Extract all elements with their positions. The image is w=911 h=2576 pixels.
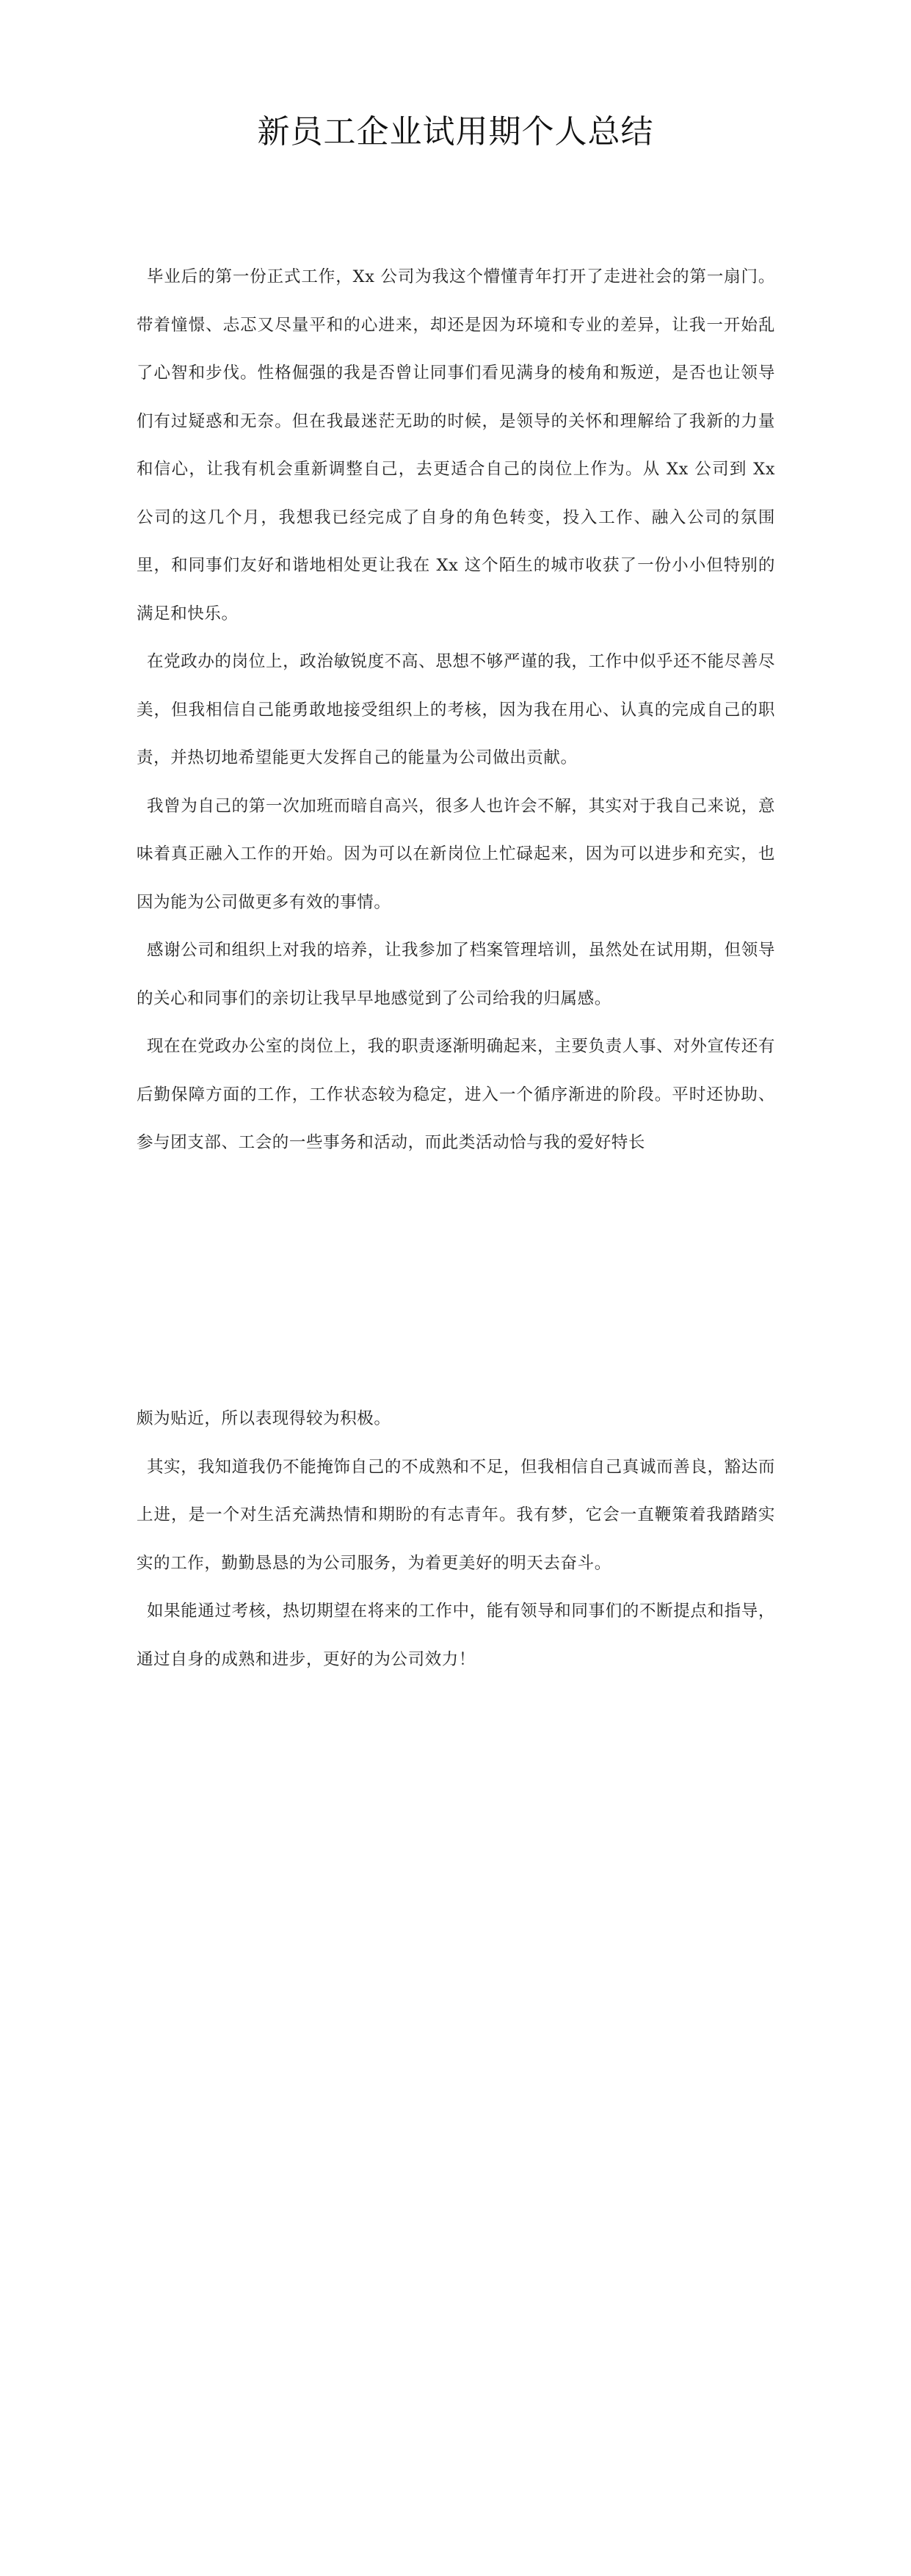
paragraph: 我曾为自己的第一次加班而暗自高兴，很多人也许会不解，其实对于我自己来说，意味着真正融入工作的开始。因为可以在新岗位上忙碌起来，因为可以进步和充实，也因为能为公司做更多有效的事情。 [137, 796, 775, 912]
body-text-block-2 [137, 1395, 775, 1684]
paragraph: 感谢公司和组织上对我的培养，让我参加了档案管理培训，虽然处在试用期，但领导的关心和同事们的亲切让我早早地感觉到了公司给我的归属感。 [137, 941, 775, 1008]
body-text-block-1 [137, 253, 775, 1168]
document-title: 新员工企业试用期个人总结 [257, 113, 654, 151]
paragraph: 其实，我知道我仍不能掩饰自己的不成熟和不足，但我相信自己真诚而善良，豁达而上进，是一个对生活充满热情和期盼的有志青年。我有梦，它会一直鞭策着我踏踏实实的工作，勤勤恳恳的为公司服务，为着更美好的明天去奋斗。 [137, 1457, 775, 1573]
paragraph: 毕业后的第一份正式工作，Xx 公司为我这个懵懂青年打开了走进社会的第一扇门。带着憧憬、忐忑又尽量平和的心进来，却还是因为环境和专业的差异，让我一开始乱了心智和步伐。性格倔强的我是否曾让同事们看见满身的棱角和叛逆，是否也让领导们有过疑惑和无奈。但在我最迷茫无助的时候，是领导的关怀和理解给了我新的力量和信心，让我有机会重新调整自己，去更适合自己的岗位上作为。从 Xx 公司到 Xx 公司的这几个月，我想我已经完成了自身的角色转变，投入工作、融入公司的氛围里，和同事们友好和谐地相处更让我在 Xx 这个陌生的城市收获了一份小小但特别的满足和快乐。 [137, 267, 775, 623]
paragraph-continuation: 颇为贴近，所以表现得较为积极。 [137, 1409, 391, 1428]
paragraph: 如果能通过考核，热切期望在将来的工作中，能有领导和同事们的不断提点和指导，通过自身的成熟和进步，更好的为公司效力！ [137, 1602, 775, 1669]
paragraph: 现在在党政办公室的岗位上，我的职责逐渐明确起来，主要负责人事、对外宣传还有后勤保障方面的工作，工作状态较为稳定，进入一个循序渐进的阶段。平时还协助、参与团支部、工会的一些事务和活动，而此类活动恰与我的爱好特长 [137, 1037, 775, 1152]
paragraph: 在党政办的岗位上，政治敏锐度不高、思想不够严谨的我，工作中似乎还不能尽善尽美，但我相信自己能勇敢地接受组织上的考核，因为我在用心、认真的完成自己的职责，并热切地希望能更大发挥自己的能量为公司做出贡献。 [137, 652, 775, 767]
